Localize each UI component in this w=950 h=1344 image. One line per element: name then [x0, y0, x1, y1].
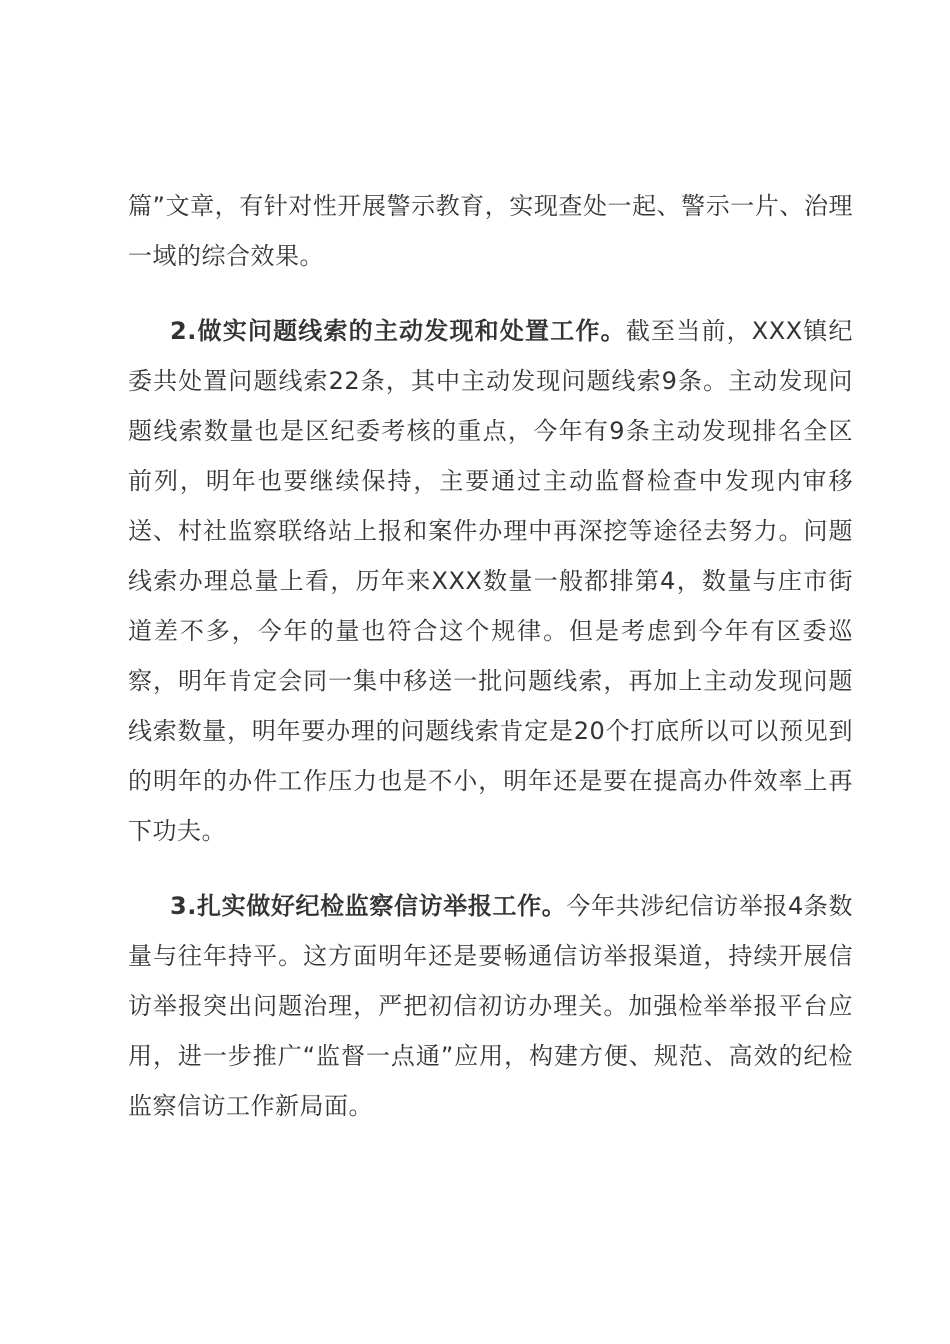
- section-heading: 2.做实问题线索的主动发现和处置工作。: [170, 317, 626, 345]
- paragraph-text: 今年共涉纪信访举报4条数量与往年持平。这方面明年还是要畅通信访举报渠道，持续开展信访举报突出问题治理，严把初信初访办理关。加强检举举报平台应用，进一步推广“监督一点通”应用，构建方便、规范、高效的纪检监察信访工作新局面。: [128, 892, 853, 1120]
- paragraph-text: 篇”文章，有针对性开展警示教育，实现查处一起、警示一片、治理一域的综合效果。: [128, 192, 853, 270]
- paragraph-section-3: [128, 881, 853, 1131]
- paragraph-section-2: [128, 306, 853, 856]
- document-body: [128, 181, 853, 1131]
- section-heading: 3.扎实做好纪检监察信访举报工作。: [170, 892, 567, 920]
- paragraph-text: 截至当前，XXX镇纪委共处置问题线索22条，其中主动发现问题线索9条。主动发现问题线索数量也是区纪委考核的重点，今年有9条主动发现排名全区前列，明年也要继续保持，主要通过主动监督检查中发现内审移送、村社监察联络站上报和案件办理中再深挖等途径去努力。问题线索办理总量上看，历年来XXX数量一般都排第4，数量与庄市街道差不多，今年的量也符合这个规律。但是考虑到今年有区委巡察，明年肯定会同一集中移送一批问题线索，再加上主动发现问题线索数量，明年要办理的问题线索肯定是20个打底所以可以预见到的明年的办件工作压力也是不小，明年还是要在提高办件效率上再下功夫。: [128, 317, 853, 845]
- paragraph-continued: [128, 181, 853, 281]
